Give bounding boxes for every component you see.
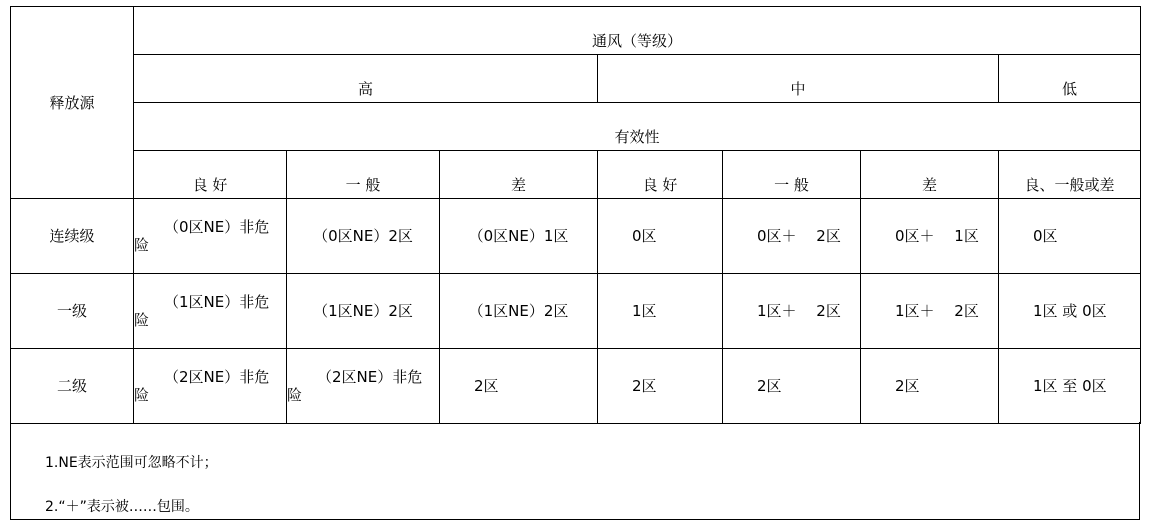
cell-line: （1区NE）非危 bbox=[164, 293, 270, 311]
header-level-low: 低 bbox=[999, 55, 1141, 103]
table-cell: 1区 或 0区 bbox=[999, 274, 1141, 349]
header-effectiveness: 有效性 bbox=[134, 103, 1141, 151]
table-cell: 1区＋ 2区 bbox=[861, 274, 999, 349]
header-level-medium: 中 bbox=[598, 55, 999, 103]
grade-cell: 二级 bbox=[11, 349, 134, 424]
table-cell: 0区＋ 1区 bbox=[861, 199, 999, 274]
header-high-fair: 一 般 bbox=[287, 151, 440, 199]
table-cell: 2区 bbox=[440, 349, 598, 424]
cell-line: 险 bbox=[287, 386, 303, 404]
table-cell: （0区NE）2区 bbox=[287, 199, 440, 274]
notes-box bbox=[10, 422, 1140, 520]
table-cell: 0区 bbox=[999, 199, 1141, 274]
table-row bbox=[11, 349, 1141, 424]
table-cell: 2区 bbox=[861, 349, 999, 424]
header-medium-fair: 一 般 bbox=[723, 151, 861, 199]
table-cell: 2区 bbox=[598, 349, 723, 424]
table-cell: 0区＋ 2区 bbox=[723, 199, 861, 274]
header-low-any: 良、一般或差 bbox=[999, 151, 1141, 199]
header-medium-good: 良 好 bbox=[598, 151, 723, 199]
header-medium-poor: 差 bbox=[861, 151, 999, 199]
header-high-poor: 差 bbox=[440, 151, 598, 199]
table-cell bbox=[134, 349, 287, 424]
header-source: 释放源 bbox=[11, 7, 134, 199]
table-cell bbox=[287, 349, 440, 424]
table-row bbox=[11, 274, 1141, 349]
note-2: 2.“＋”表示被……包围。 bbox=[45, 499, 199, 515]
table-row bbox=[11, 199, 1141, 274]
table-cell: （0区NE）1区 bbox=[440, 199, 598, 274]
zone-classification-table bbox=[10, 6, 1141, 424]
table-cell: 1区 至 0区 bbox=[999, 349, 1141, 424]
table-cell: （1区NE）2区 bbox=[287, 274, 440, 349]
note-1: 1.NE表示范围可忽略不计； bbox=[45, 455, 218, 471]
table-cell: 1区＋ 2区 bbox=[723, 274, 861, 349]
table-cell: 2区 bbox=[723, 349, 861, 424]
cell-line: （0区NE）非危 bbox=[164, 218, 270, 236]
table-cell bbox=[134, 199, 287, 274]
header-ventilation: 通风（等级） bbox=[134, 7, 1141, 55]
cell-line: 险 bbox=[134, 386, 150, 404]
header-level-high: 高 bbox=[134, 55, 598, 103]
cell-line: （2区NE）非危 bbox=[164, 368, 270, 386]
header-high-good: 良 好 bbox=[134, 151, 287, 199]
grade-cell: 连续级 bbox=[11, 199, 134, 274]
cell-line: （2区NE）非危 bbox=[317, 368, 423, 386]
table-cell bbox=[134, 274, 287, 349]
cell-line: 险 bbox=[134, 311, 150, 329]
grade-cell: 一级 bbox=[11, 274, 134, 349]
table-cell: 0区 bbox=[598, 199, 723, 274]
table-cell: （1区NE）2区 bbox=[440, 274, 598, 349]
table-cell: 1区 bbox=[598, 274, 723, 349]
cell-line: 险 bbox=[134, 236, 150, 254]
